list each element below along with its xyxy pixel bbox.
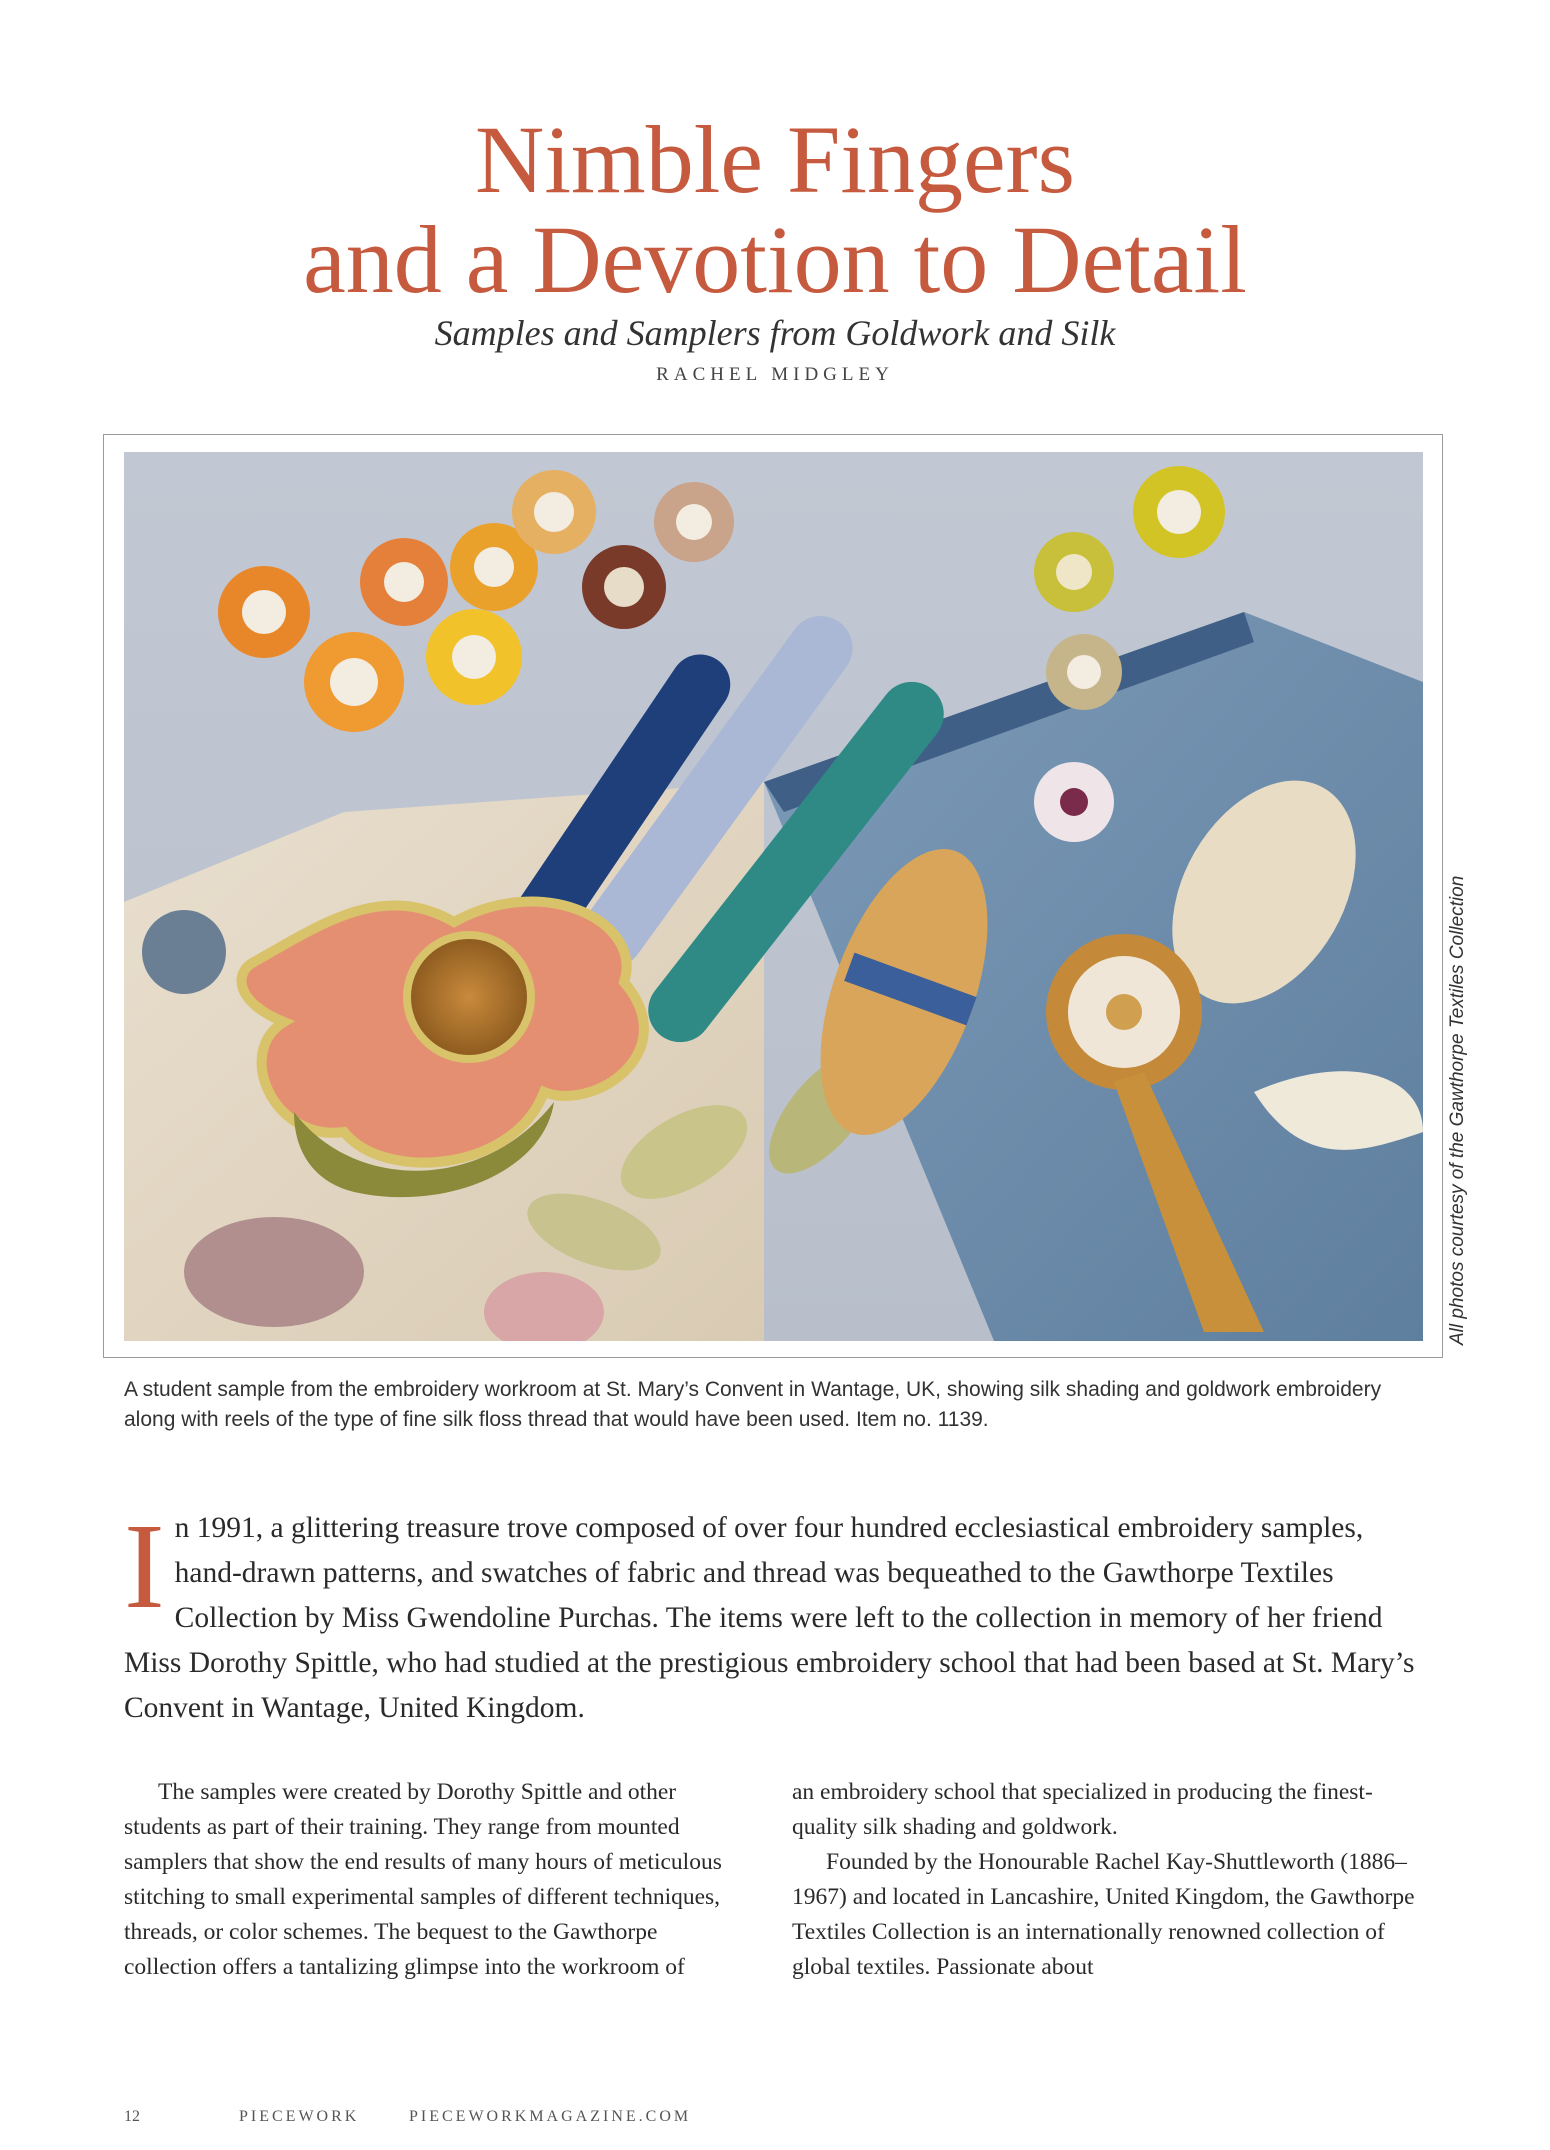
photo-caption: A student sample from the embroidery workroom at St. Mary’s Convent in Wantage, UK, showing silk shading and goldwork embroidery along with reels of the type of fine silk floss thread that would have been used. Item no. 1139. — [124, 1378, 1382, 1431]
body-paragraph: Founded by the Honourable Rachel Kay-Shuttleworth (1886–1967) and located in Lancashire, United Kingdom, the Gawthorpe Textiles Collection is an internationally renowned collection of global textiles. Passionate about — [792, 1849, 1415, 1980]
body-paragraph-continued: an embroidery school that specialized in producing the finest-quality silk shading and goldwork. — [792, 1779, 1373, 1840]
body-paragraph: The samples were created by Dorothy Spittle and other students as part of their training. They range from mounted samplers that show the end results of many hours of meticulous stitching to small experimental samples of different techniques, threads, or color schemes. The bequest to the Gawthorpe collection offers a tantalizing glimpse into the workroom of — [124, 1779, 722, 1980]
embroidery-photo — [124, 452, 1423, 1341]
magazine-url: PIECEWORKMAGAZINE.COM — [409, 2108, 692, 2125]
magazine-name: PIECEWORK — [239, 2108, 360, 2125]
article-subtitle: Samples and Samplers from Goldwork and Silk — [434, 313, 1116, 353]
drop-cap: I — [124, 1499, 165, 1634]
lede-paragraph — [124, 1499, 1424, 1731]
author-byline: RACHEL MIDGLEY — [656, 364, 894, 385]
photo-frame — [103, 434, 1443, 1358]
article-title-line-2: and a Devotion to Detail — [303, 206, 1247, 313]
photo-credit: All photos courtesy of the Gawthorpe Textiles Collection — [1447, 875, 1468, 1345]
article-title-line-1: Nimble Fingers — [475, 106, 1075, 213]
body-column-right — [792, 1775, 1422, 1985]
page-number: 12 — [124, 2108, 140, 2125]
lede-text: n 1991, a glittering treasure trove composed of over four hundred ecclesiastical embroidery samples, hand-drawn patterns, and swatches of fabric and thread was bequeathed to the Gawthorpe Textiles Collection by Miss Gwendoline Purchas. The items were left to the collection in memory of her friend Miss Dorothy Spittle, who had studied at the prestigious embroidery school that had been based at St. Mary’s Convent in Wantage, United Kingdom. — [124, 1512, 1415, 1724]
body-column-left — [124, 1775, 736, 1985]
